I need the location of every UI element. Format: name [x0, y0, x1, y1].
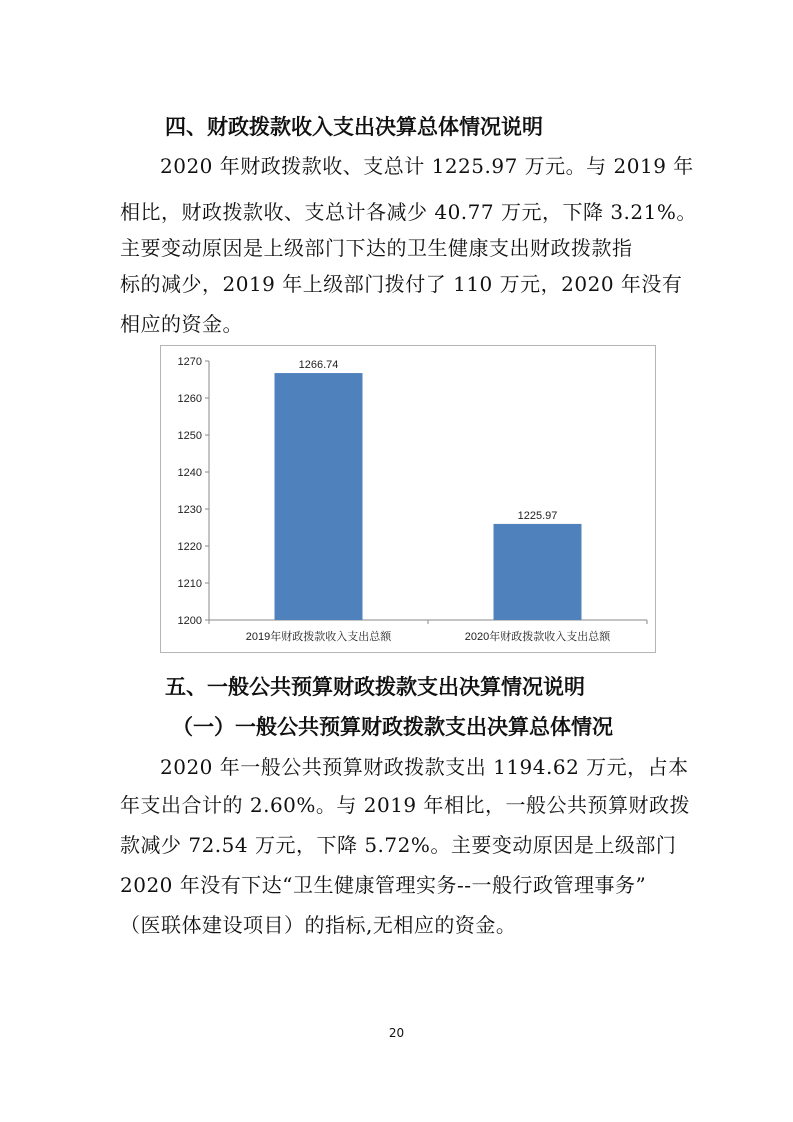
chart-canvas: [161, 346, 657, 654]
paragraph-line: 相比，财政拨款收、支总计各减少 40.77 万元，下降 3.21%。: [120, 200, 697, 224]
y-tick-label: 1220: [177, 541, 202, 553]
section4-heading: 四、财政拨款收入支出决算总体情况说明: [165, 115, 543, 139]
paragraph-line: 主要变动原因是上级部门下达的卫生健康支出财政拨款指: [120, 236, 633, 260]
y-tick-label: 1230: [177, 504, 202, 516]
paragraph-line: 标的减少，2019 年上级部门拨付了 110 万元，2020 年没有: [120, 272, 683, 296]
data-label: 1266.74: [298, 359, 339, 372]
y-tick-label: 1240: [177, 467, 202, 479]
paragraph-line: 款减少 72.54 万元，下降 5.72%。主要变动原因是上级部门: [120, 833, 677, 857]
section5-subheading: （一）一般公共预算财政拨款支出决算总体情况: [172, 715, 613, 739]
y-tick-label: 1260: [177, 393, 202, 405]
y-tick-label: 1210: [177, 578, 202, 590]
paragraph-line: 年支出合计的 2.60%。与 2019 年相比，一般公共预算财政拨: [120, 793, 691, 817]
data-label: 1225.97: [517, 509, 558, 522]
page-number: 20: [388, 1026, 405, 1040]
paragraph-line: （医联体建设项目）的指标,无相应的资金。: [120, 913, 517, 937]
x-tick-label: 2020年财政拨款收入支出总额: [464, 631, 611, 643]
paragraph-line: 2020 年一般公共预算财政拨款支出 1194.62 万元，占本: [160, 755, 689, 779]
bar: [494, 524, 582, 620]
y-tick-label: 1200: [177, 615, 202, 627]
paragraph-line: 2020 年财政拨款收、支总计 1225.97 万元。与 2019 年: [160, 154, 694, 178]
paragraph-line: 2020 年没有下达“卫生健康管理实务--一般行政管理事务”: [120, 873, 647, 897]
x-tick-label: 2019年财政拨款收入支出总额: [245, 631, 392, 643]
paragraph-line: 相应的资金。: [120, 312, 243, 336]
y-tick-label: 1270: [177, 356, 202, 368]
section5-heading: 五、一般公共预算财政拨款支出决算情况说明: [165, 675, 585, 699]
bar: [275, 373, 363, 620]
bar-chart: [160, 345, 656, 653]
y-tick-label: 1250: [177, 430, 202, 442]
